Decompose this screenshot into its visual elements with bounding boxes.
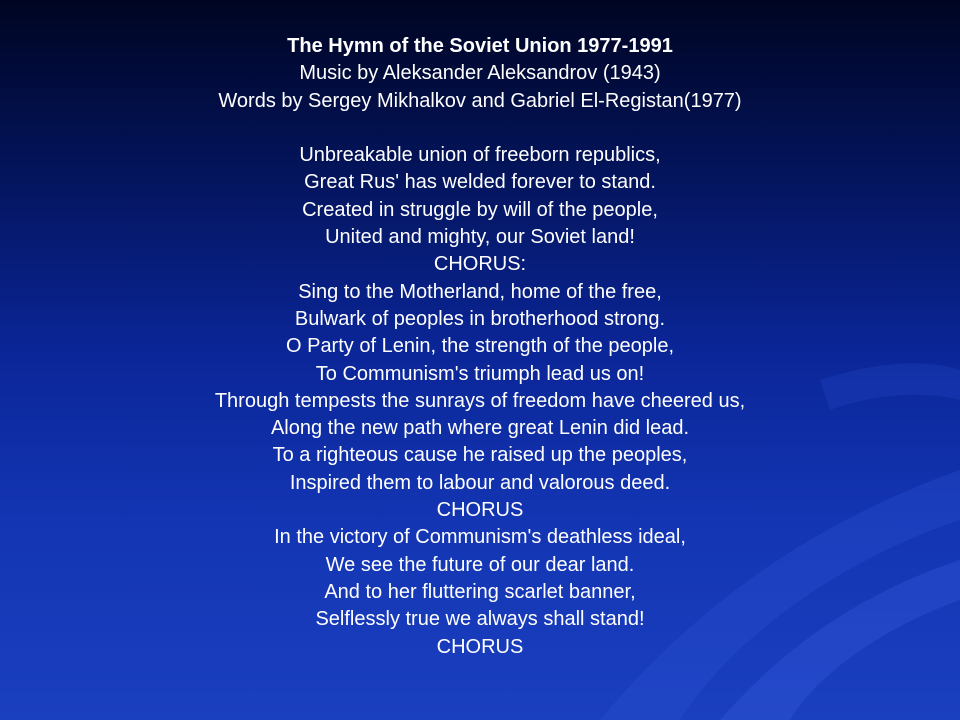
- lyric-line: O Party of Lenin, the strength of the people,: [285, 335, 675, 358]
- lyric-line: To Communism's triumph lead us on!: [315, 362, 645, 385]
- lyric-line: United and mighty, our Soviet land!: [325, 226, 635, 249]
- lyric-line: Through tempests the sunrays of freedom have cheered us,: [214, 389, 746, 412]
- hymn-text-block: [0, 33, 960, 661]
- lyric-line: Inspired them to labour and valorous deed.: [289, 471, 671, 494]
- lyric-line: And to her fluttering scarlet banner,: [324, 580, 636, 603]
- chorus-label: CHORUS: [436, 499, 524, 522]
- blank-line: [0, 115, 960, 142]
- slide-title: The Hymn of the Soviet Union 1977-1991: [287, 35, 673, 57]
- words-credit: Words by Sergey Mikhalkov and Gabriel El-Registan(1977): [218, 89, 742, 112]
- lyric-line: Sing to the Motherland, home of the free,: [298, 280, 662, 303]
- lyric-line: Selflessly true we always shall stand!: [315, 608, 645, 631]
- lyric-line: Bulwark of peoples in brotherhood strong.: [294, 307, 666, 330]
- lyric-line: Created in struggle by will of the people,: [302, 198, 658, 221]
- chorus-label: CHORUS: [436, 635, 524, 658]
- lyric-line: To a righteous cause he raised up the peoples,: [272, 444, 688, 467]
- lyric-line: We see the future of our dear land.: [325, 553, 635, 576]
- lyric-line: In the victory of Communism's deathless ideal,: [274, 526, 686, 549]
- lyric-line: Great Rus' has welded forever to stand.: [304, 171, 656, 194]
- music-credit: Music by Aleksander Aleksandrov (1943): [299, 62, 661, 85]
- lyric-line: Along the new path where great Lenin did lead.: [270, 417, 690, 440]
- chorus-label: CHORUS:: [433, 253, 527, 276]
- lyric-line: Unbreakable union of freeborn republics,: [299, 144, 661, 167]
